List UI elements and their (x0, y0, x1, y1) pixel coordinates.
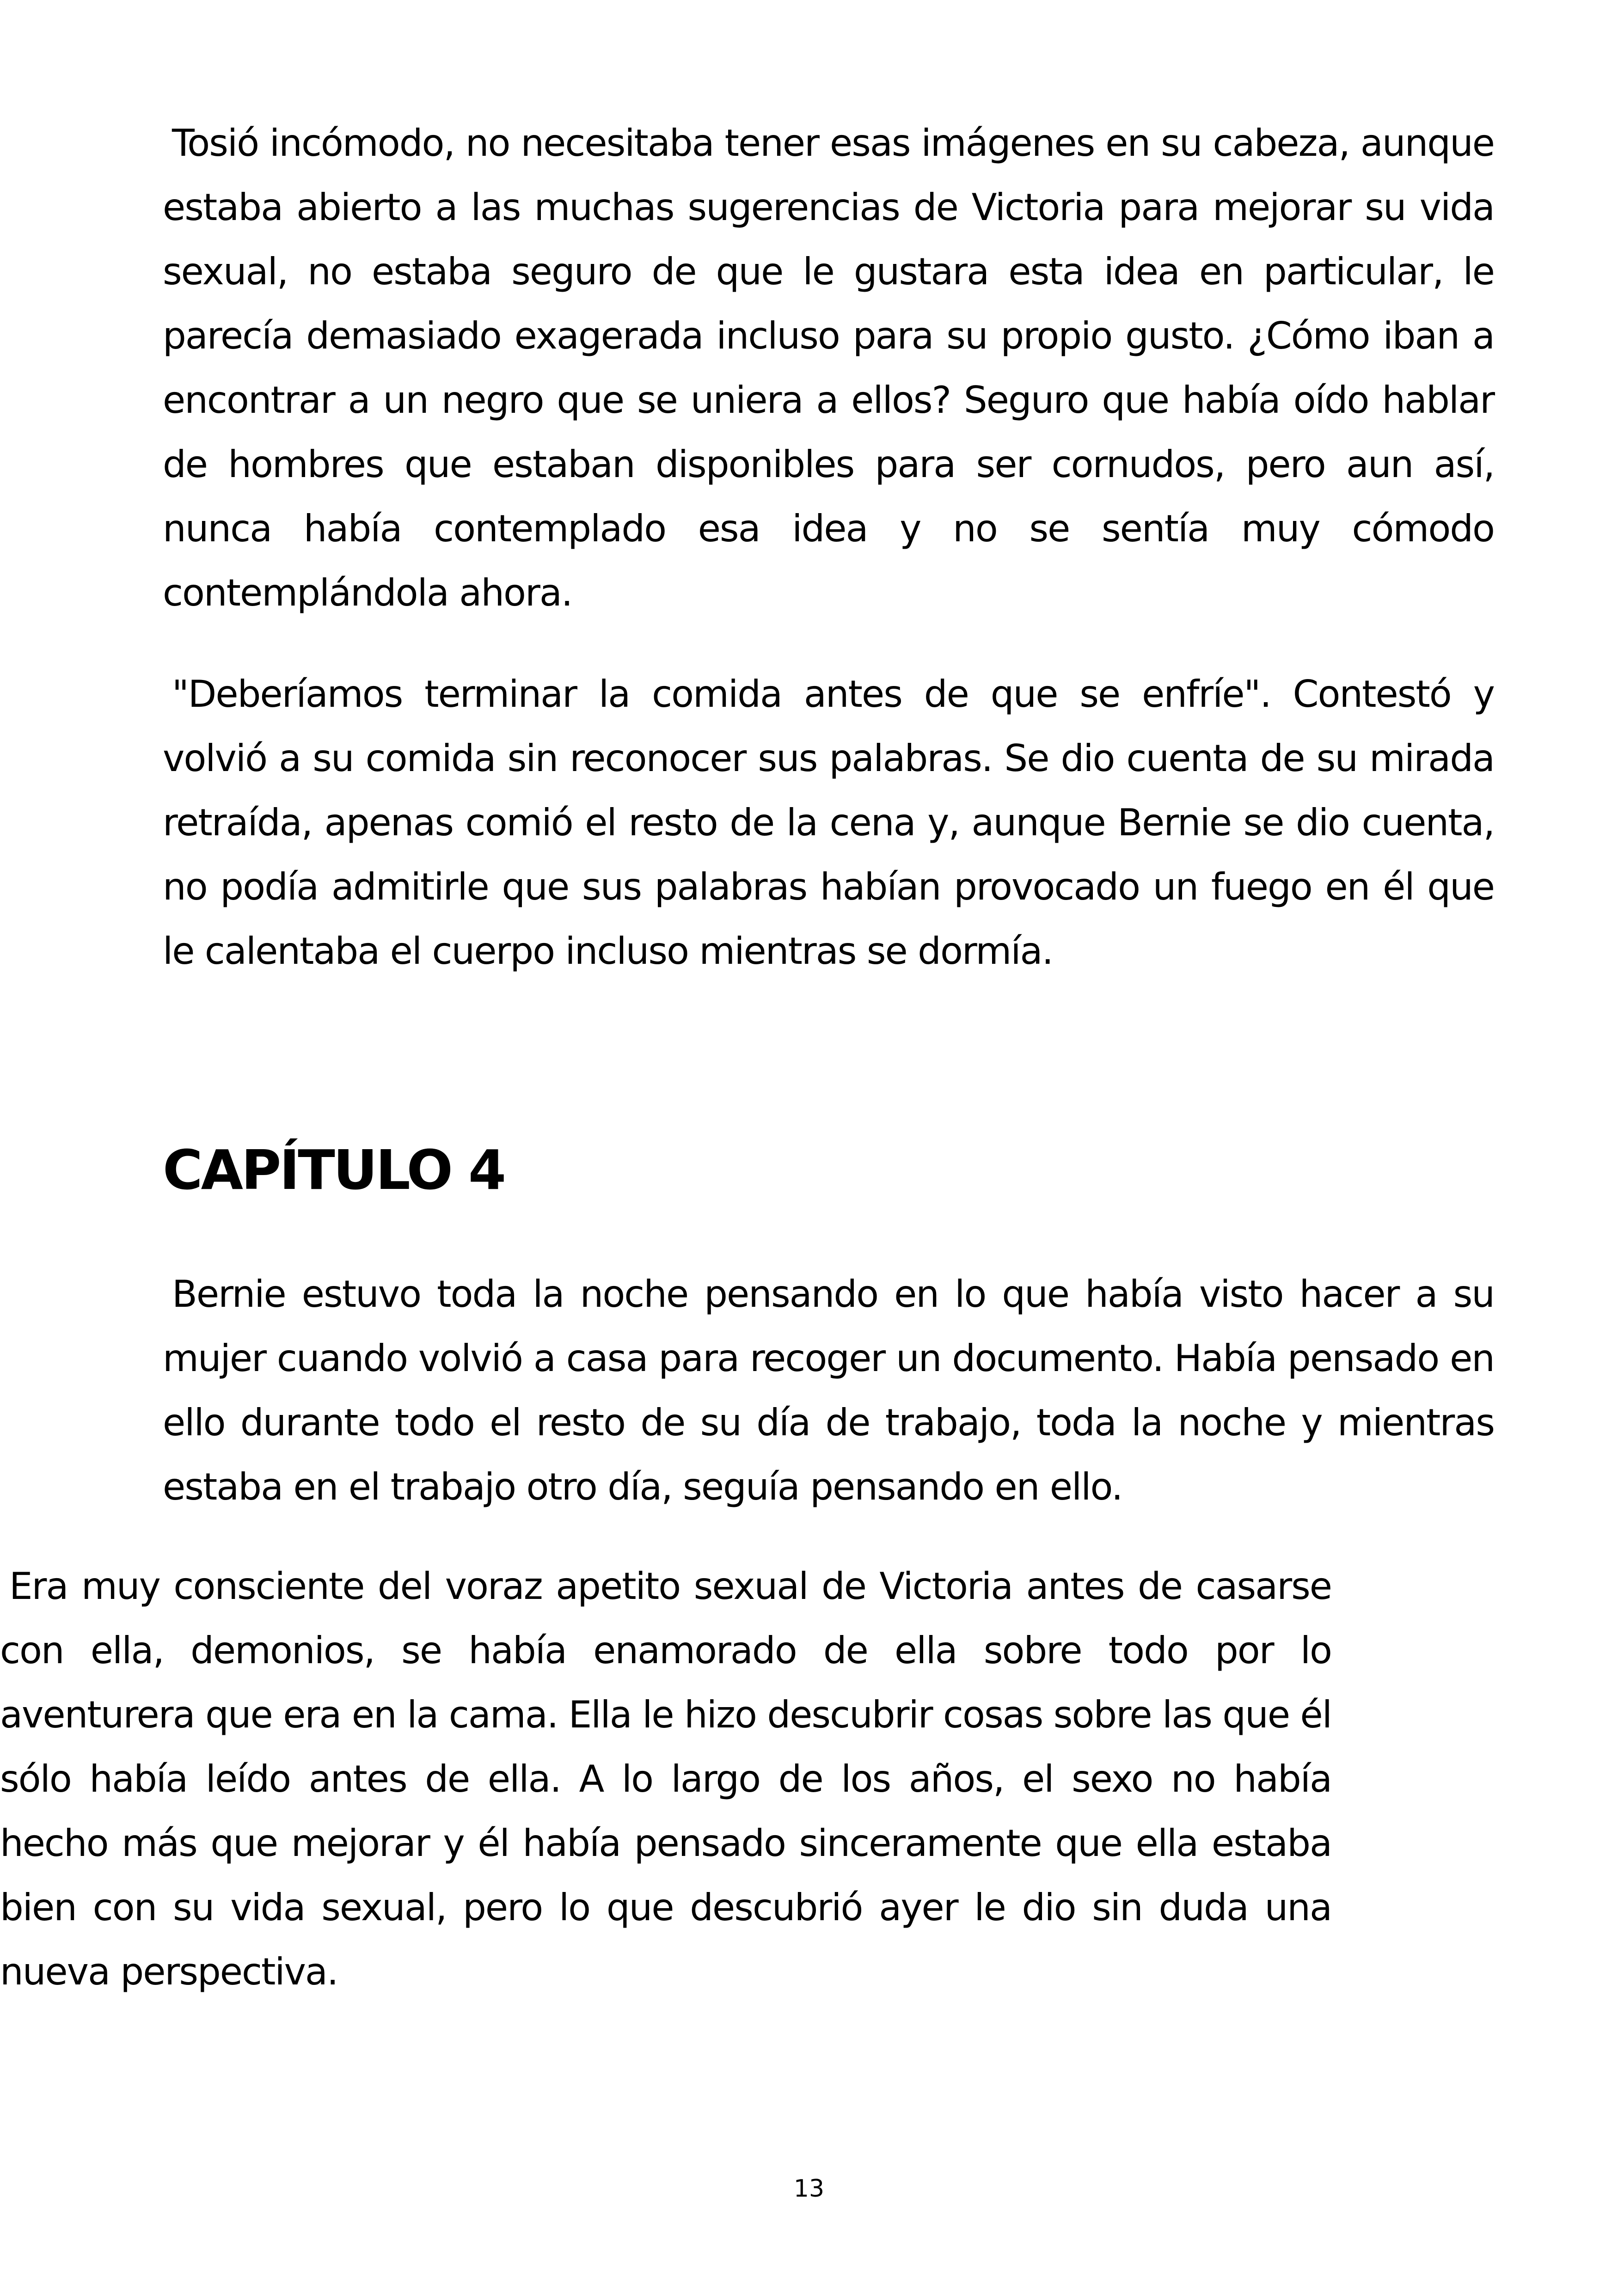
chapter-heading: CAPÍTULO 4 (163, 1138, 505, 1202)
paragraph-2: "Deberíamos terminar la comida antes de que se enfríe". Contestó y volvió a su comida sin reconocer sus palabras. Se dio cuenta de su mirada retraída, apenas comió el resto de la cena y, aunque Bernie se dio cuenta, no podía admitirle que sus palabras habían provocado un fuego en él que le calentaba el cuerpo incluso mientras se dormía. (163, 673, 1494, 973)
chapter-paragraph-2: Era muy consciente del voraz apetito sexual de Victoria antes de casarse con ella, demonios, se había enamorado de ella sobre todo por lo aventurera que era en la cama. Ella le hizo descubrir cosas sobre las que él sólo había leído antes de ella. A lo largo de los años, el sexo no había hecho más que mejorar y él había pensado sinceramente que ella estaba bien con su vida sexual, pero lo que descubrió ayer le dio sin duda una nueva perspectiva. (0, 1565, 1331, 1993)
page-number: 13 (793, 2175, 825, 2203)
paragraph-1: Tosió incómodo, no necesitaba tener esas imágenes en su cabeza, aunque estaba abierto a las muchas sugerencias de Victoria para mejorar su vida sexual, no estaba seguro de que le gustara esta idea en particular, le parecía demasiado exagerada incluso para su propio gusto. ¿Cómo iban a encontrar a un negro que se uniera a ellos? Seguro que había oído hablar de hombres que estaban disponibles para ser cornudos, pero aun así, nunca había contemplado esa idea y no se sentía muy cómodo contemplándola ahora. (163, 122, 1494, 614)
chapter-paragraph-1: Bernie estuvo toda la noche pensando en lo que había visto hacer a su mujer cuando volvió a casa para recoger un documento. Había pensado en ello durante todo el resto de su día de trabajo, toda la noche y mientras estaba en el trabajo otro día, seguía pensando en ello. (163, 1273, 1494, 1508)
